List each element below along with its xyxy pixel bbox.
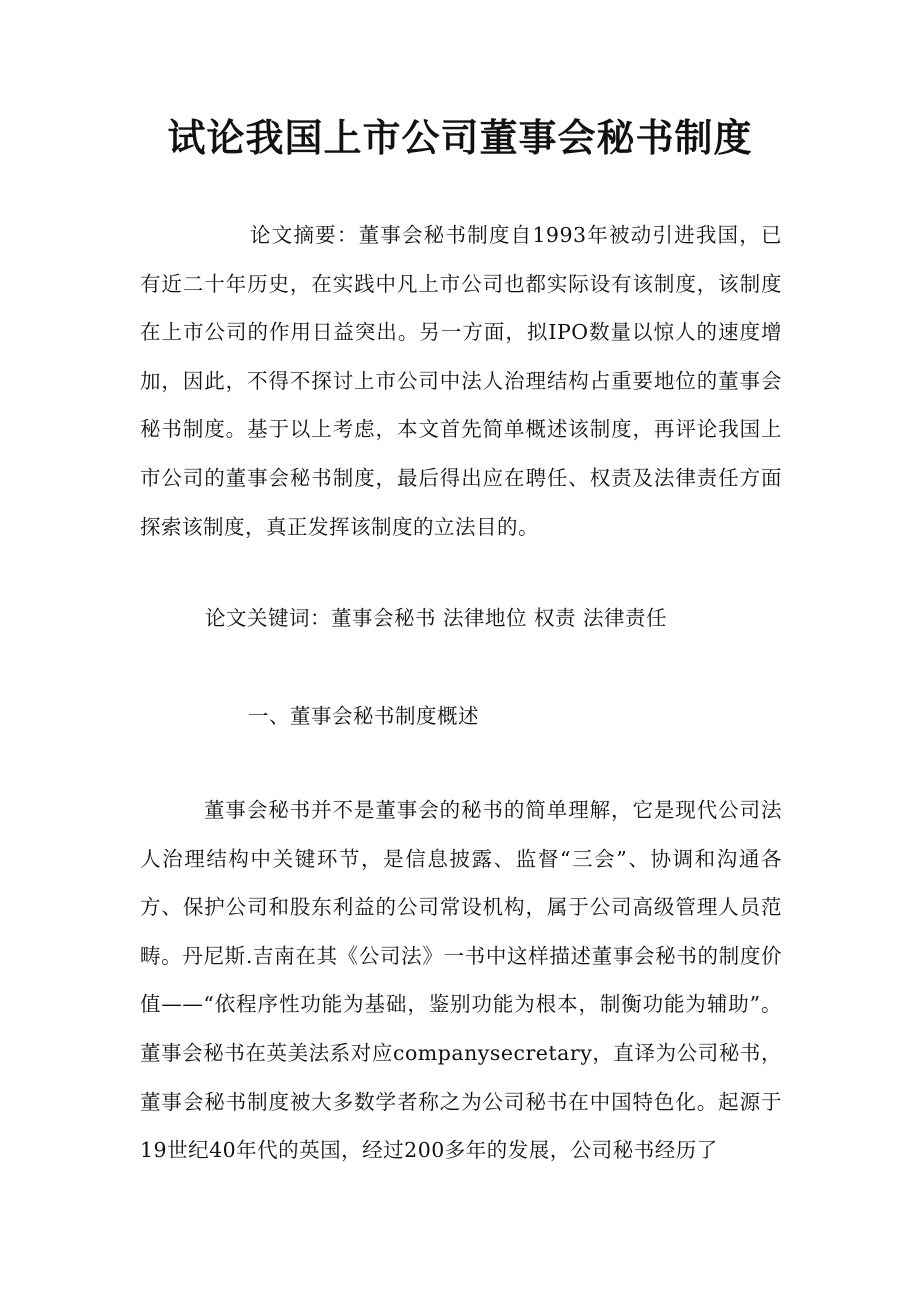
abstract-paragraph: 论文摘要：董事会秘书制度自1993年被动引进我国，已有近二十年历史，在实践中凡上市公司也都实际设有该制度，该制度在上市公司的作用日益突出。另一方面，拟IPO数量以惊人的速度增加，因此，不得不探讨上市公司中法人治理结构占重要地位的董事会秘书制度。基于以上考虑，本文首先简单概述该制度，再评论我国上市公司的董事会秘书制度，最后得出应在聘任、权责及法律责任方面探索该制度，真正发挥该制度的立法目的。 [140, 223, 782, 539]
section-heading: 一、董事会秘书制度概述 [248, 704, 479, 728]
document-title: 试论我国上市公司董事会秘书制度 [167, 115, 753, 160]
keywords-line: 论文关键词：董事会秘书 法律地位 权责 法律责任 [205, 606, 668, 630]
body-paragraph: 董事会秘书并不是董事会的秘书的简单理解，它是现代公司法人治理结构中关键环节，是信息披露、监督“三会”、协调和沟通各方、保护公司和股东利益的公司常设机构，属于公司高级管理人员范畴。丹尼斯.吉南在其《公司法》一书中这样描述董事会秘书的制度价值——“依程序性功能为基础，鉴别功能为根本，制衡功能为辅助”。董事会秘书在英美法系对应companysecretary，直译为公司秘书，董事会秘书制度被大多数学者称之为公司秘书在中国特色化。起源于19世纪40年代的英国，经过200多年的发展，公司秘书经历了 [140, 798, 782, 1163]
